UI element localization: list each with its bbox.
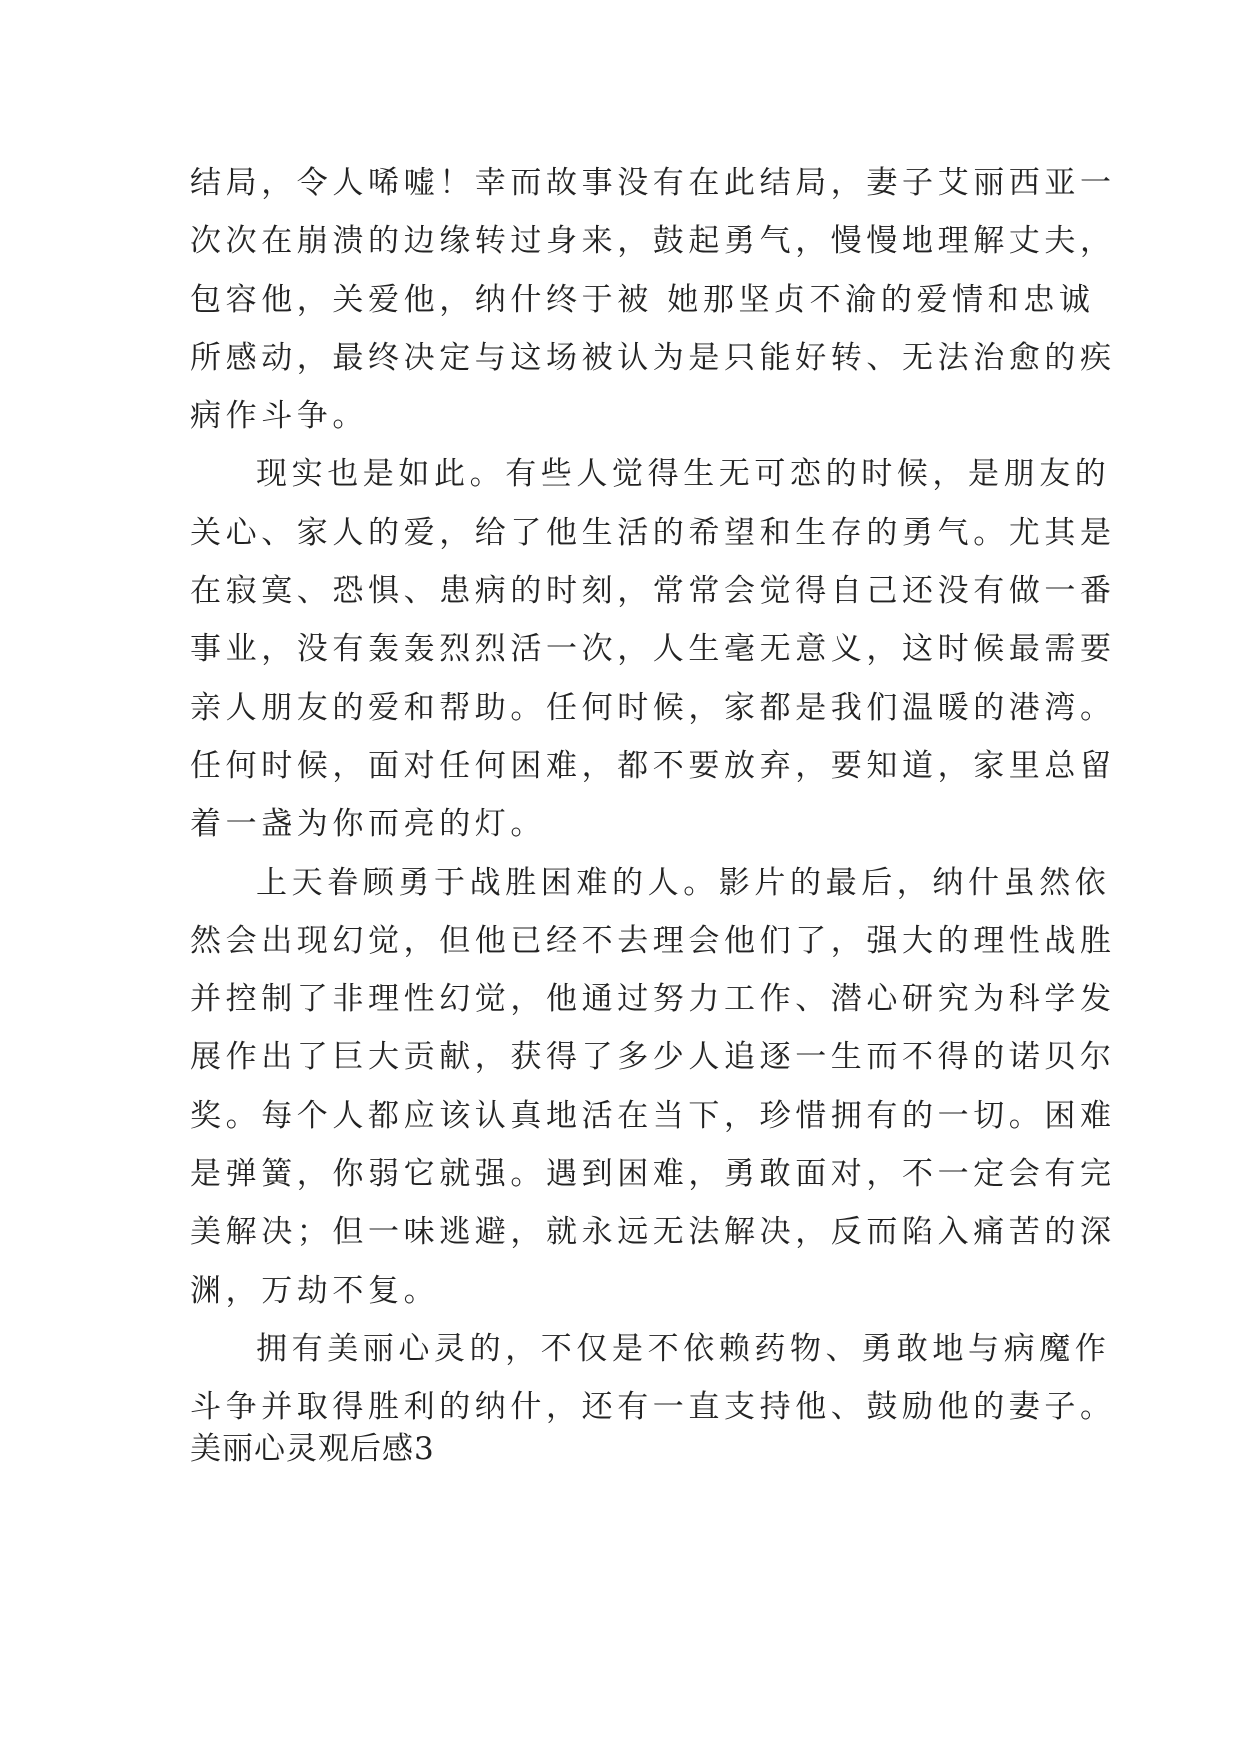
text-line: 包容他，关爱他，纳什终于被 她那坚贞不渝的爱情和忠诚	[190, 281, 1095, 318]
text-line: 任何时候，面对任何困难，都不要放弃，要知道，家里总留	[190, 747, 1116, 784]
paragraph-start-line: 拥有美丽心灵的，不仅是不依赖药物、勇敢地与病魔作	[256, 1330, 1111, 1367]
text-line: 关心、家人的爱，给了他生活的希望和生存的勇气。尤其是	[190, 514, 1116, 551]
text-line: 所感动，最终决定与这场被认为是只能好转、无法治愈的疾	[190, 339, 1116, 376]
text-line: 在寂寞、恐惧、患病的时刻，常常会觉得自己还没有做一番	[190, 573, 1116, 610]
section-heading: 美丽心灵观后感3	[190, 1431, 435, 1467]
text-line: 事业，没有轰轰烈烈活一次，人生毫无意义，这时候最需要	[190, 631, 1116, 668]
text-line: 并控制了非理性幻觉，他通过努力工作、潜心研究为科学发	[190, 981, 1116, 1018]
text-line: 斗争并取得胜利的纳什，还有一直支持他、鼓励他的妻子。	[190, 1389, 1116, 1426]
paragraph-start-line: 上天眷顾勇于战胜困难的人。影片的最后，纳什虽然依	[256, 864, 1111, 901]
text-line: 着一盏为你而亮的灯。	[190, 806, 546, 843]
text-line: 渊，万劫不复。	[190, 1272, 440, 1309]
text-line: 展作出了巨大贡献，获得了多少人追逐一生而不得的诺贝尔	[190, 1039, 1116, 1076]
paragraph-start-line: 现实也是如此。有些人觉得生无可恋的时候，是朋友的	[256, 456, 1111, 493]
text-line: 奖。每个人都应该认真地活在当下，珍惜拥有的一切。困难	[190, 1097, 1116, 1134]
document-body	[190, 154, 1116, 1437]
text-line: 然会出现幻觉，但他已经不去理会他们了，强大的理性战胜	[190, 922, 1116, 959]
text-line: 美解决；但一味逃避，就永远无法解决，反而陷入痛苦的深	[190, 1214, 1116, 1251]
text-line: 病作斗争。	[190, 398, 368, 435]
text-line: 次次在崩溃的边缘转过身来，鼓起勇气，慢慢地理解丈夫，	[190, 223, 1116, 260]
text-line: 结局，令人唏嘘！幸而故事没有在此结局，妻子艾丽西亚一	[190, 165, 1116, 201]
text-line: 是弹簧，你弱它就强。遇到困难，勇敢面对，不一定会有完	[190, 1156, 1116, 1193]
text-line: 亲人朋友的爱和帮助。任何时候，家都是我们温暖的港湾。	[190, 689, 1116, 726]
